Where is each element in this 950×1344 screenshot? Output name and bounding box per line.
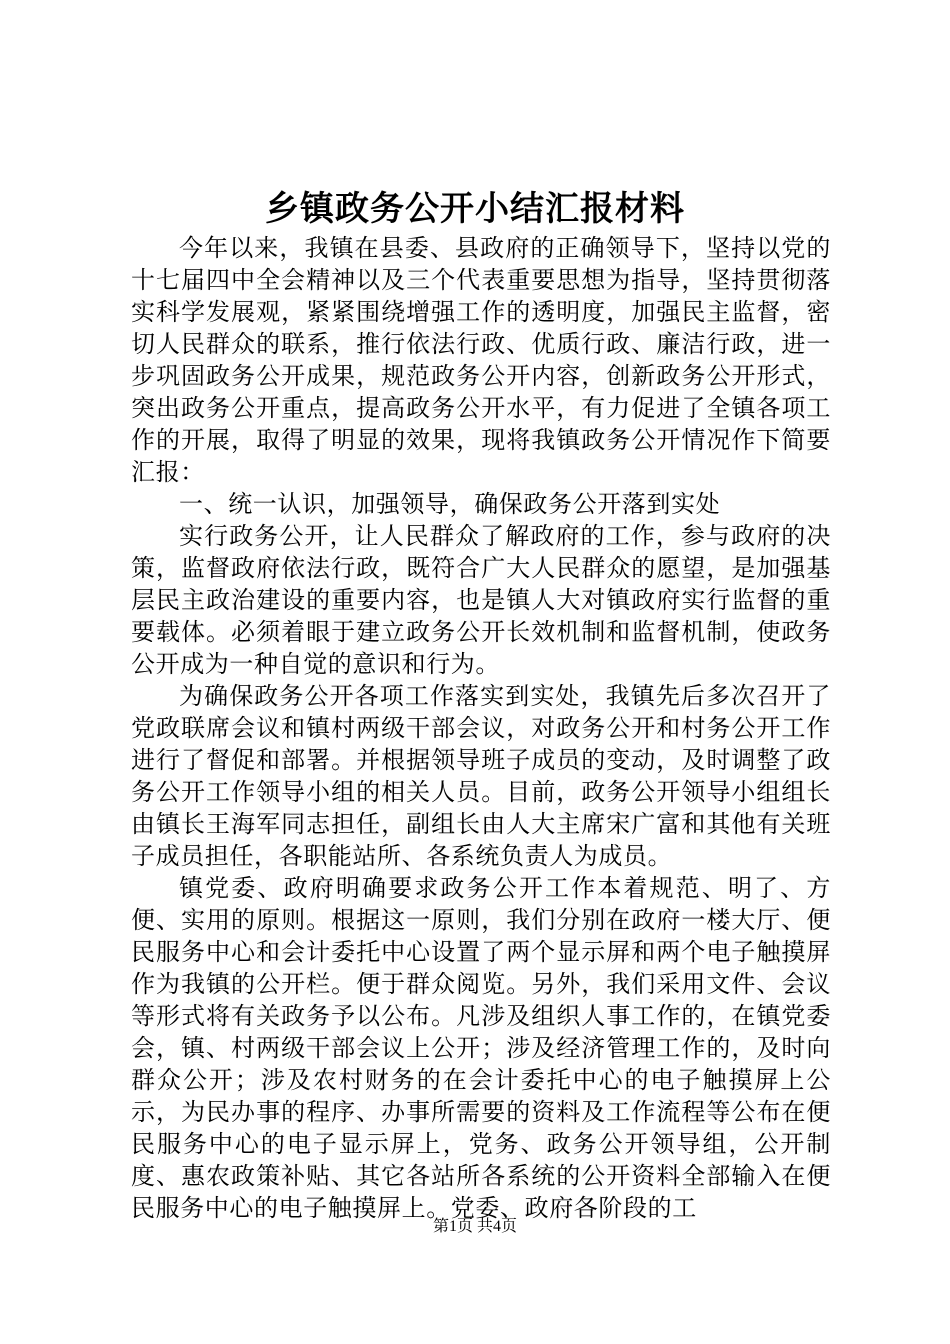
paragraph-section1-b: 为确保政务公开各项工作落实到实处，我镇先后多次召开了党政联席会议和镇村两级干部会议，对政务公开和村务公开工作进行了督促和部署。并根据领导班子成员的变动，及时调整了政务公开工作领导小组的相关人员。目前，政务公开领导小组组长由镇长王海军同志担任，副组长由人大主席宋广富和其他有关班子成员担任，各职能站所、各系统负责人为成员。 xyxy=(131,682,831,870)
paragraph-section1-a: 实行政务公开，让人民群众了解政府的工作，参与政府的决策，监督政府依法行政，既符合广大人民群众的愿望，是加强基层民主政治建设的重要内容，也是镇人大对镇政府实行监督的重要载体。必须着眼于建立政务公开长效机制和监督机制，使政务公开成为一种自觉的意识和行为。 xyxy=(131,522,831,678)
paragraph-section1-c: 镇党委、政府明确要求政务公开工作本着规范、明了、方便、实用的原则。根据这一原则，我们分别在政府一楼大厅、便民服务中心和会计委托中心设置了两个显示屏和两个电子触摸屏作为我镇的公开栏。便于群众阅览。另外，我们采用文件、会议等形式将有关政务予以公布。凡涉及组织人事工作的，在镇党委会，镇、村两级干部会议上公开；涉及经济管理工作的，及时向群众公开；涉及农村财务的在会计委托中心的电子触摸屏上公示，为民办事的程序、办事所需要的资料及工作流程等公布在便民服务中心的电子显示屏上，党务、政务公开领导组，公开制度、惠农政策补贴、其它各站所各系统的公开资料全部输入在便民服务中心的电子触摸屏上。党委、政府各阶段的工 xyxy=(131,874,831,1222)
document-body xyxy=(131,232,831,1224)
document-title: 乡镇政务公开小结汇报材料 xyxy=(265,189,685,229)
page-footer: 第1页 共4页 xyxy=(432,1218,517,1235)
section-heading-1: 一、统一认识，加强领导，确保政务公开落到实处 xyxy=(179,490,721,518)
paragraph-intro: 今年以来，我镇在县委、县政府的正确领导下，坚持以党的十七届四中全会精神以及三个代表重要思想为指导，坚持贯彻落实科学发展观，紧紧围绕增强工作的透明度，加强民主监督，密切人民群众的联系，推行依法行政、优质行政、廉洁行政，进一步巩固政务公开成果，规范政务公开内容，创新政务公开形式，突出政务公开重点，提高政务公开水平，有力促进了全镇各项工作的开展，取得了明显的效果，现将我镇政务公开情况作下简要汇报： xyxy=(131,234,831,486)
